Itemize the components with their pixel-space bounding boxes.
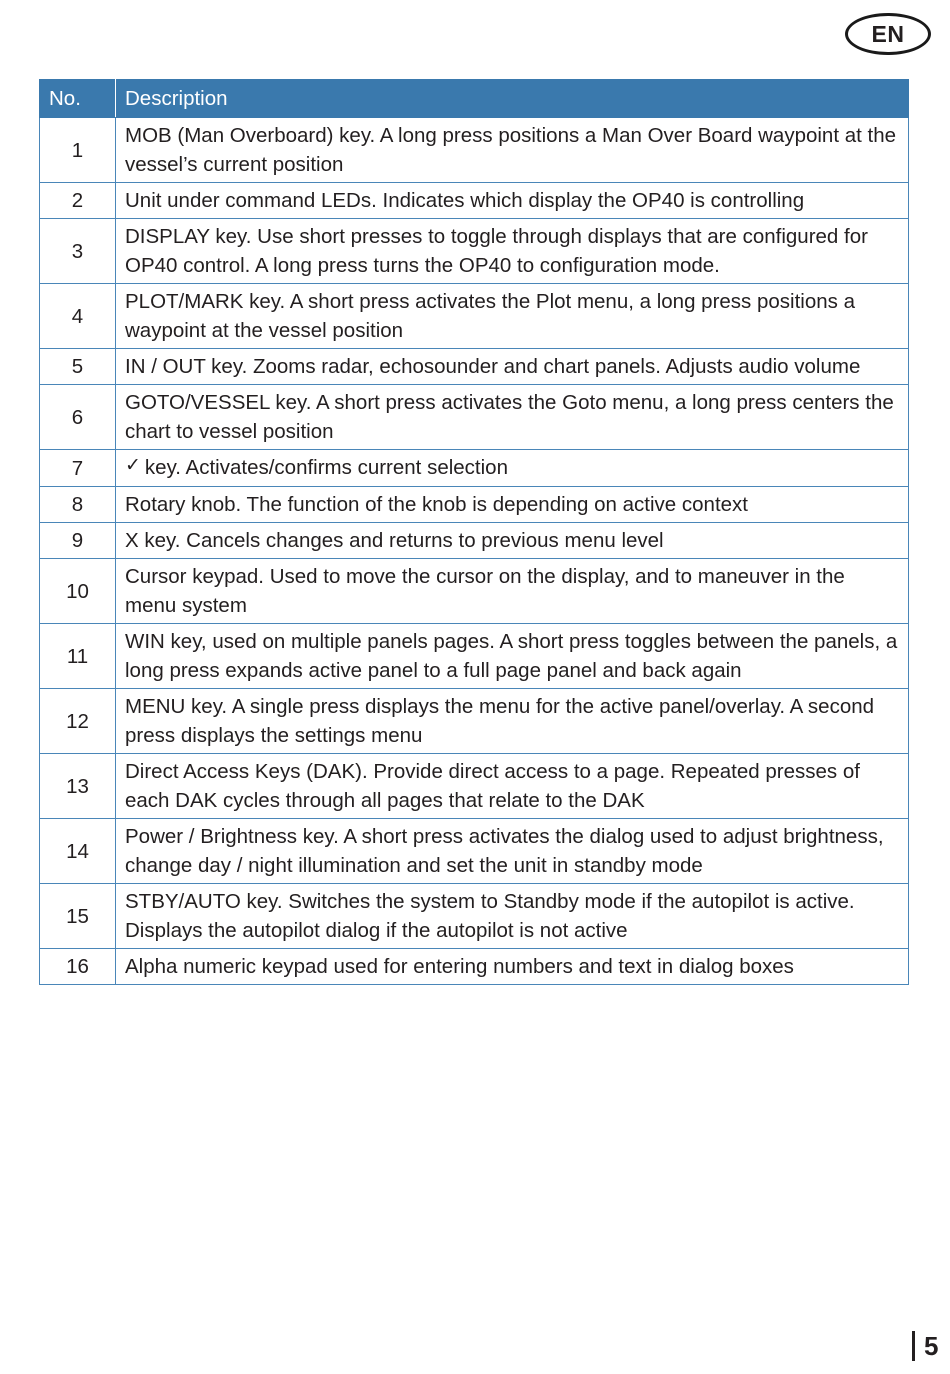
table-row — [40, 754, 909, 819]
table-row — [40, 949, 909, 985]
row-description — [116, 450, 909, 487]
row-description: Rotary knob. The function of the knob is depending on active context — [116, 487, 909, 523]
row-number: 3 — [40, 219, 116, 284]
row-number: 2 — [40, 183, 116, 219]
row-description: IN / OUT key. Zooms radar, echosounder and chart panels. Adjusts audio volume — [116, 349, 909, 385]
row-description: Cursor keypad. Used to move the cursor on the display, and to maneuver in the menu system — [116, 559, 909, 624]
table-row — [40, 183, 909, 219]
key-description-table — [39, 79, 909, 985]
table-row — [40, 284, 909, 349]
table-row — [40, 219, 909, 284]
table-row — [40, 689, 909, 754]
table-row — [40, 523, 909, 559]
row-description: Alpha numeric keypad used for entering numbers and text in dialog boxes — [116, 949, 909, 985]
page-number-value: 5 — [924, 1330, 939, 1361]
row-description: Direct Access Keys (DAK). Provide direct access to a page. Repeated presses of each DAK cycles through all pages that relate to the DAK — [116, 754, 909, 819]
row-description: Power / Brightness key. A short press activates the dialog used to adjust brightness, change day / night illumination and set the unit in standby mode — [116, 819, 909, 884]
table-row — [40, 559, 909, 624]
row-number: 10 — [40, 559, 116, 624]
row-number: 13 — [40, 754, 116, 819]
row-number: 12 — [40, 689, 116, 754]
language-badge: EN — [845, 13, 931, 55]
table-row — [40, 884, 909, 949]
row-description: MENU key. A single press displays the menu for the active panel/overlay. A second press displays the settings menu — [116, 689, 909, 754]
row-description: WIN key, used on multiple panels pages. A short press toggles between the panels, a long press expands active panel to a full page panel and back again — [116, 624, 909, 689]
row-number: 14 — [40, 819, 116, 884]
row-number: 7 — [40, 450, 116, 487]
table-header-row — [40, 80, 909, 118]
row-number: 6 — [40, 385, 116, 450]
row-number: 8 — [40, 487, 116, 523]
table-row — [40, 624, 909, 689]
row-description: GOTO/VESSEL key. A short press activates the Goto menu, a long press centers the chart to vessel position — [116, 385, 909, 450]
row-number: 4 — [40, 284, 116, 349]
row-description: MOB (Man Overboard) key. A long press positions a Man Over Board waypoint at the vessel’s current position — [116, 118, 909, 183]
page-number — [912, 1330, 938, 1362]
row-description-text: key. Activates/confirms current selection — [144, 456, 508, 479]
row-description: STBY/AUTO key. Switches the system to Standby mode if the autopilot is active. Displays the autopilot dialog if the autopilot is not active — [116, 884, 909, 949]
row-description: Unit under command LEDs. Indicates which display the OP40 is controlling — [116, 183, 909, 219]
table-row — [40, 349, 909, 385]
table-row — [40, 487, 909, 523]
page-number-divider — [912, 1331, 915, 1361]
row-number: 1 — [40, 118, 116, 183]
header-description: Description — [116, 80, 909, 118]
row-number: 9 — [40, 523, 116, 559]
row-description: DISPLAY key. Use short presses to toggle through displays that are configured for OP40 control. A long press turns the OP40 to configuration mode. — [116, 219, 909, 284]
row-number: 11 — [40, 624, 116, 689]
row-number: 5 — [40, 349, 116, 385]
table-row — [40, 819, 909, 884]
header-no: No. — [40, 80, 116, 118]
table-row — [40, 118, 909, 183]
table-row — [40, 450, 909, 487]
row-number: 16 — [40, 949, 116, 985]
row-description: PLOT/MARK key. A short press activates the Plot menu, a long press positions a waypoint at the vessel position — [116, 284, 909, 349]
row-description: X key. Cancels changes and returns to previous menu level — [116, 523, 909, 559]
check-icon: ✓ — [125, 454, 141, 476]
row-number: 15 — [40, 884, 116, 949]
table-row — [40, 385, 909, 450]
